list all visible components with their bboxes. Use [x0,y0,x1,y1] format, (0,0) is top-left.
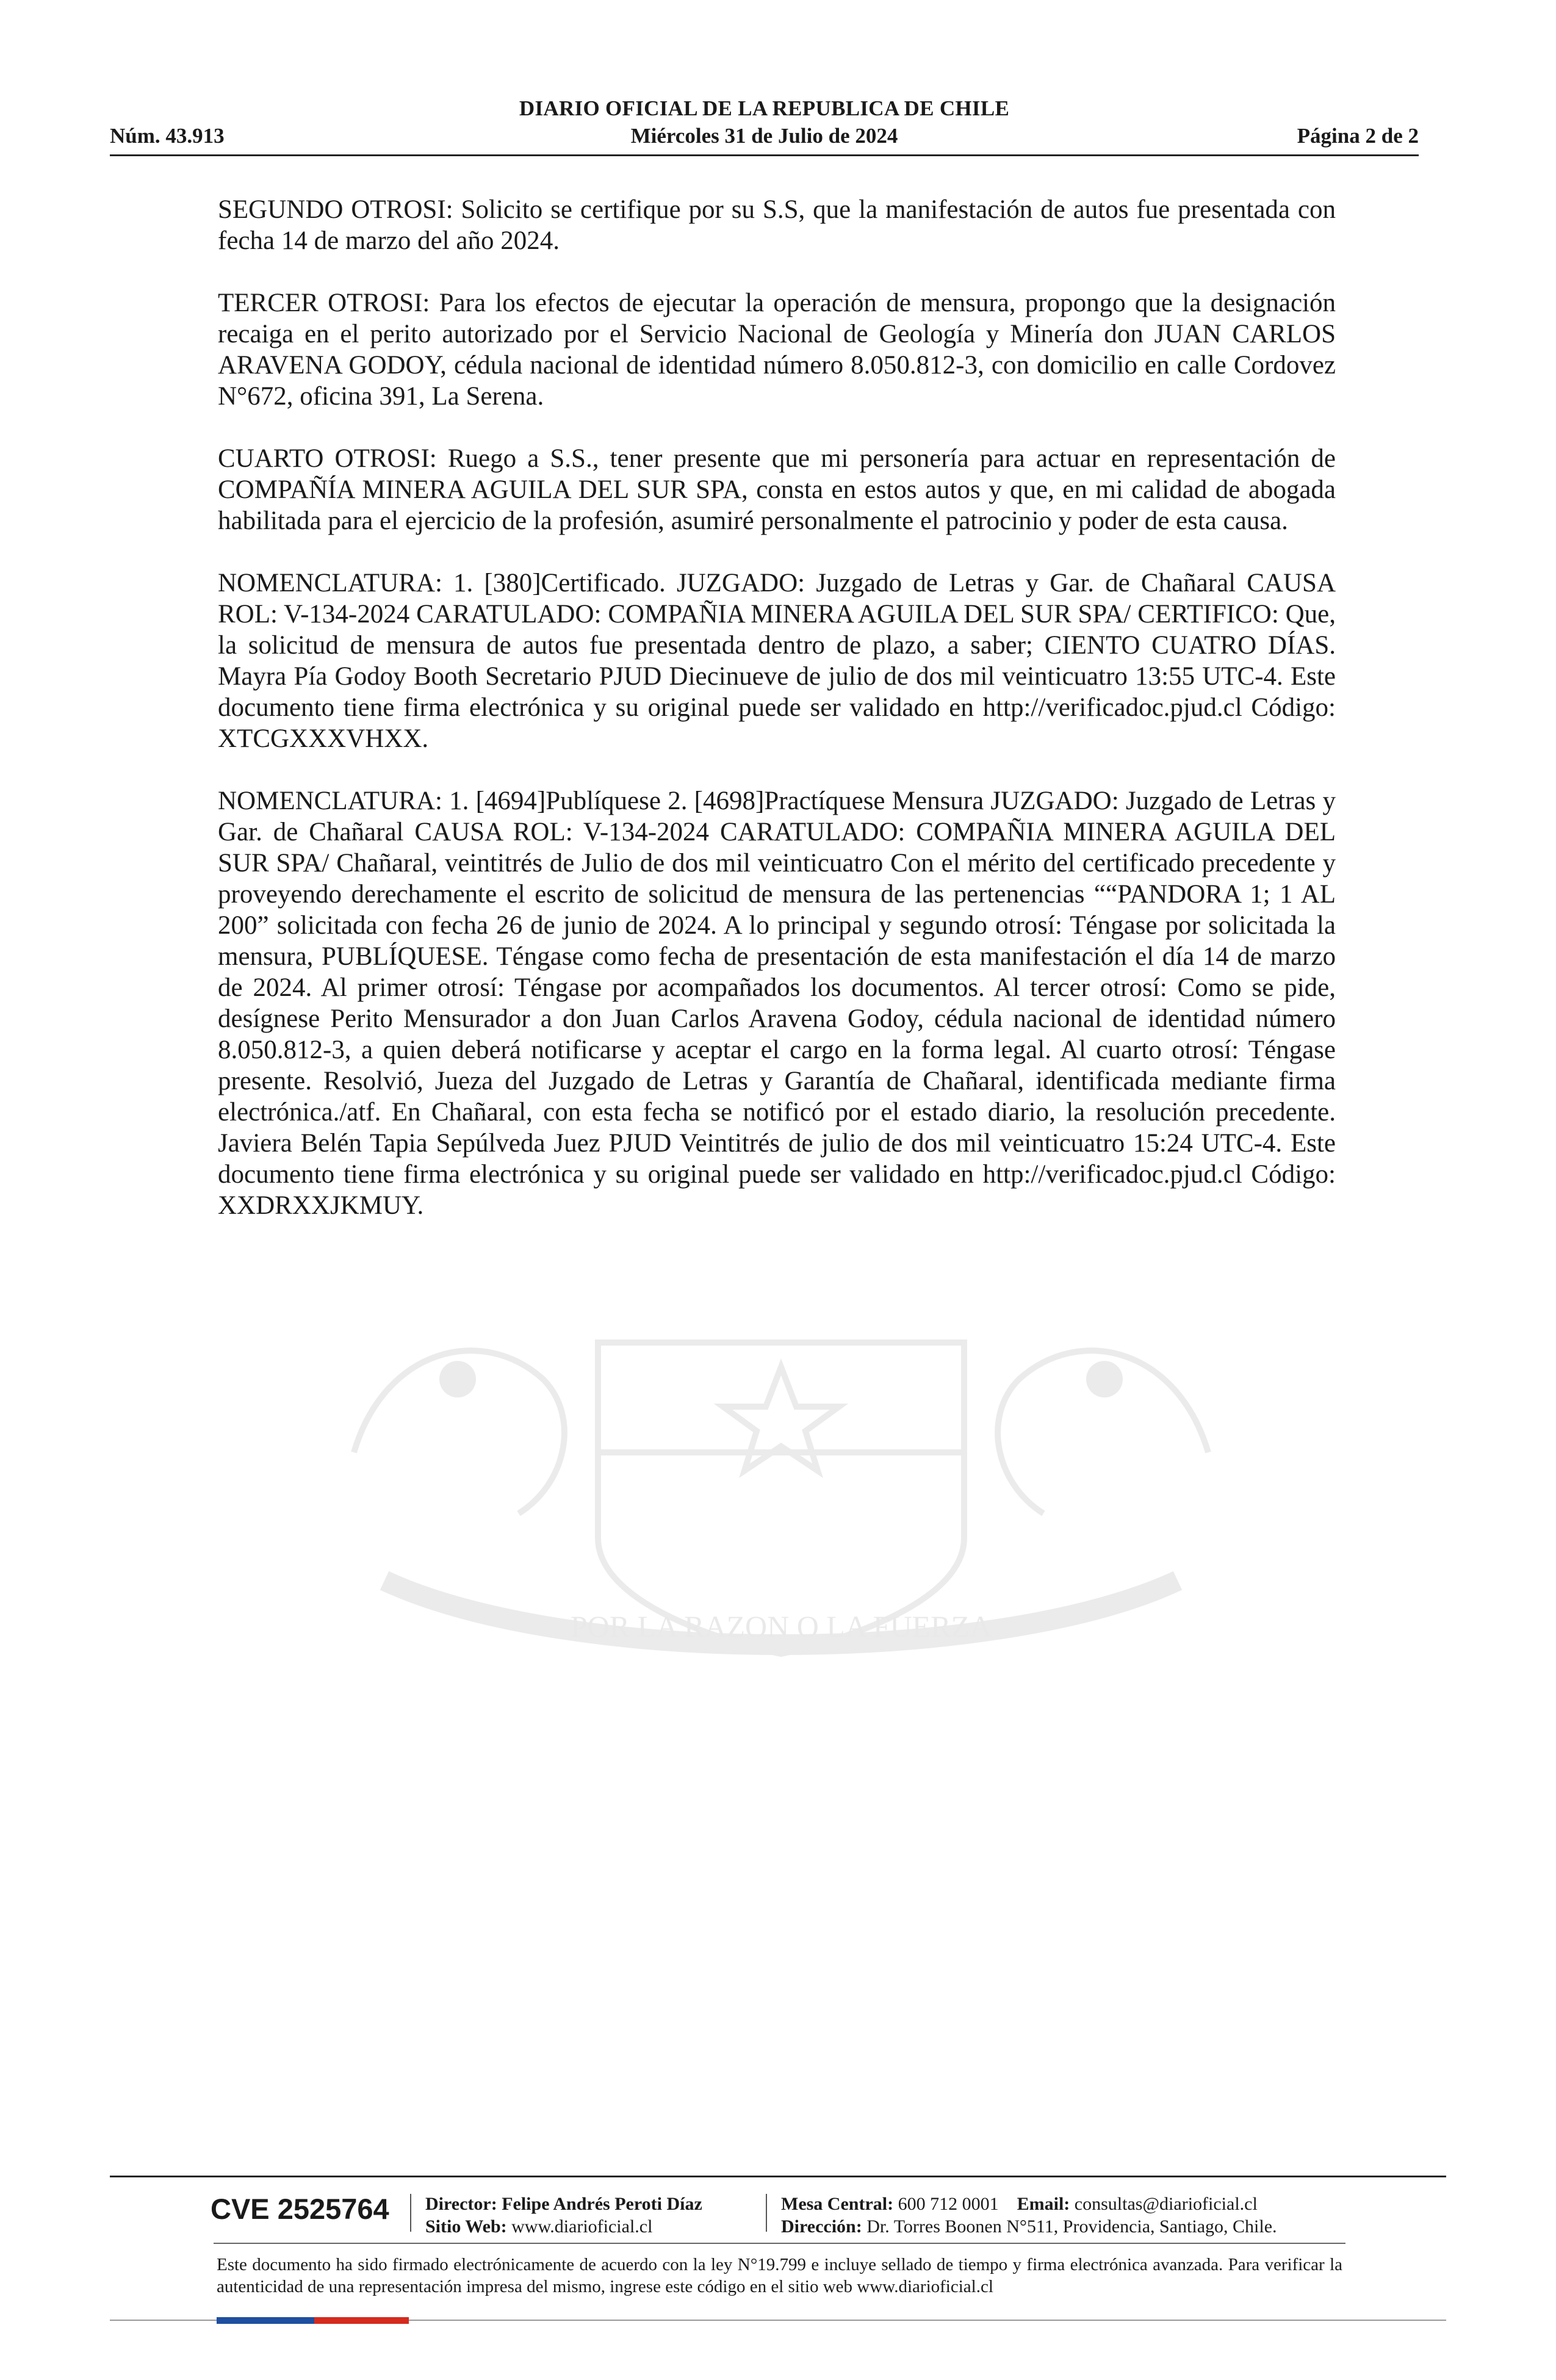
footer-separator [766,2194,767,2232]
address-value: Dr. Torres Boonen N°511, Providencia, Santiago, Chile. [866,2216,1277,2237]
paragraph-tercer-otrosi: TERCER OTROSI: Para los efectos de ejecutar la operación de mensura, propongo que la designación recaiga en el perito autorizado por el Servicio Nacional de Geología y Minería don JUAN CARLOS ARAVENA GODOY, cédula nacional de identidad número 8.050.812-3, con domicilio en calle Cordovez N°672, oficina 391, La Serena. [218,289,1336,411]
document-body [218,194,1336,1252]
paragraph-segundo-otrosi: SEGUNDO OTROSI: Solicito se certifique por su S.S, que la manifestación de autos fue presentada con fecha 14 de marzo del año 2024. [218,195,1336,255]
publication-title: DIARIO OFICIAL DE LA REPUBLICA DE CHILE [519,96,1010,120]
address-label: Dirección: [781,2216,862,2237]
footer-top-divider [110,2176,1446,2177]
mesa-phone: 600 712 0001 [898,2194,999,2214]
cve-code: CVE 2525764 [211,2193,389,2225]
legal-notice: Este documento ha sido firmado electrónicamente de acuerdo con la ley N°19.799 e incluye sellado de tiempo y firma electrónica avanzada. Para verificar la autenticidad de una representación impresa del mismo, ingrese este código en el sitio web www.diarioficial.cl [217,2255,1342,2296]
footer-mid-divider [214,2243,1345,2244]
mesa-label: Mesa Central: [781,2194,894,2214]
footer-contact-block [781,2193,1277,2238]
email-link[interactable]: consultas@diarioficial.cl [1074,2194,1258,2214]
footer-director-block [425,2193,702,2238]
email-label: Email: [1017,2194,1070,2214]
watermark-motto: POR LA RAZON O LA FUERZA [570,1609,992,1643]
page-header [110,92,1419,159]
paragraph-resolucion: NOMENCLATURA: 1. [4694]Publíquese 2. [4698]Practíquese Mensura JUZGADO: Juzgado de Letras y Gar. de Chañaral CAUSA ROL: V-134-2024 CARATULADO: COMPAÑIA MINERA AGUILA DEL SUR SPA/ Chañaral, veintitrés de Julio de dos mil veinticuatro Con el mérito del certificado precedente y proveyendo derechamente el escrito de solicitud de mensura de las pertenencias ““PANDORA 1; 1 AL 200” solicitada con fecha 26 de junio de 2024. A lo principal y segundo otrosí: Téngase por solicitada la mensura, PUBLÍQUESE. Téngase como fecha de presentación de esta manifestación el día 14 de marzo de 2024. Al primer otrosí: Téngase por acompañados los documentos. Al tercer otrosí: Como se pide, desígnese Perito Mensurador a don Juan Carlos Aravena Godoy, cédula nacional de identidad número 8.050.812-3, a quien deberá notificarse y aceptar el cargo en la forma legal. Al cuarto otrosí: Téngase presente. Resolvió, Jueza del Juzgado de Letras y Garantía de Chañaral, identificada mediante firma electrónica./atf. En Chañaral, con esta fecha se notificó por el estado diario, la resolución precedente. Javiera Belén Tapia Sepúlveda Juez PJUD Veintitrés de julio de dos mil veinticuatro 15:24 UTC-4. Este documento tiene firma electrónica y su original puede ser validado en http://verificadoc.pjud.cl Código: XXDRXXJKMUY. [218,787,1336,1220]
header-divider [110,154,1419,156]
page-indicator: Página 2 de 2 [1297,124,1419,148]
site-link[interactable]: www.diarioficial.cl [511,2216,653,2237]
director-name: Felipe Andrés Peroti Díaz [502,2194,702,2214]
issue-date: Miércoles 31 de Julio de 2024 [630,124,898,148]
coat-of-arms-watermark [201,1251,1361,1690]
chile-flag-stripe [217,2317,409,2324]
flag-blue-segment [217,2317,314,2324]
paragraph-certificado: NOMENCLATURA: 1. [380]Certificado. JUZGADO: Juzgado de Letras y Gar. de Chañaral CAUSA ROL: V-134-2024 CARATULADO: COMPAÑIA MINERA AGUILA DEL SUR SPA/ CERTIFICO: Que, la solicitud de mensura de autos fue presentada dentro de plazo, a saber; CIENTO CUATRO DÍAS. Mayra Pía Godoy Booth Secretario PJUD Diecinueve de julio de dos mil veinticuatro 13:55 UTC-4. Este documento tiene firma electrónica y su original puede ser validado en http://verificadoc.pjud.cl Código: XTCGXXXVHXX. [218,569,1336,753]
issue-number: Núm. 43.913 [110,124,225,148]
director-label: Director: [425,2194,497,2214]
site-label: Sitio Web: [425,2216,507,2237]
page-footer [110,2176,1446,2328]
flag-red-segment [314,2317,409,2324]
paragraph-cuarto-otrosi: CUARTO OTROSI: Ruego a S.S., tener presente que mi personería para actuar en representación de COMPAÑÍA MINERA AGUILA DEL SUR SPA, consta en estos autos y que, en mi calidad de abogada habilitada para el ejercicio de la profesión, asumiré personalmente el patrocinio y poder de esta causa. [218,444,1336,535]
footer-separator [410,2194,411,2232]
